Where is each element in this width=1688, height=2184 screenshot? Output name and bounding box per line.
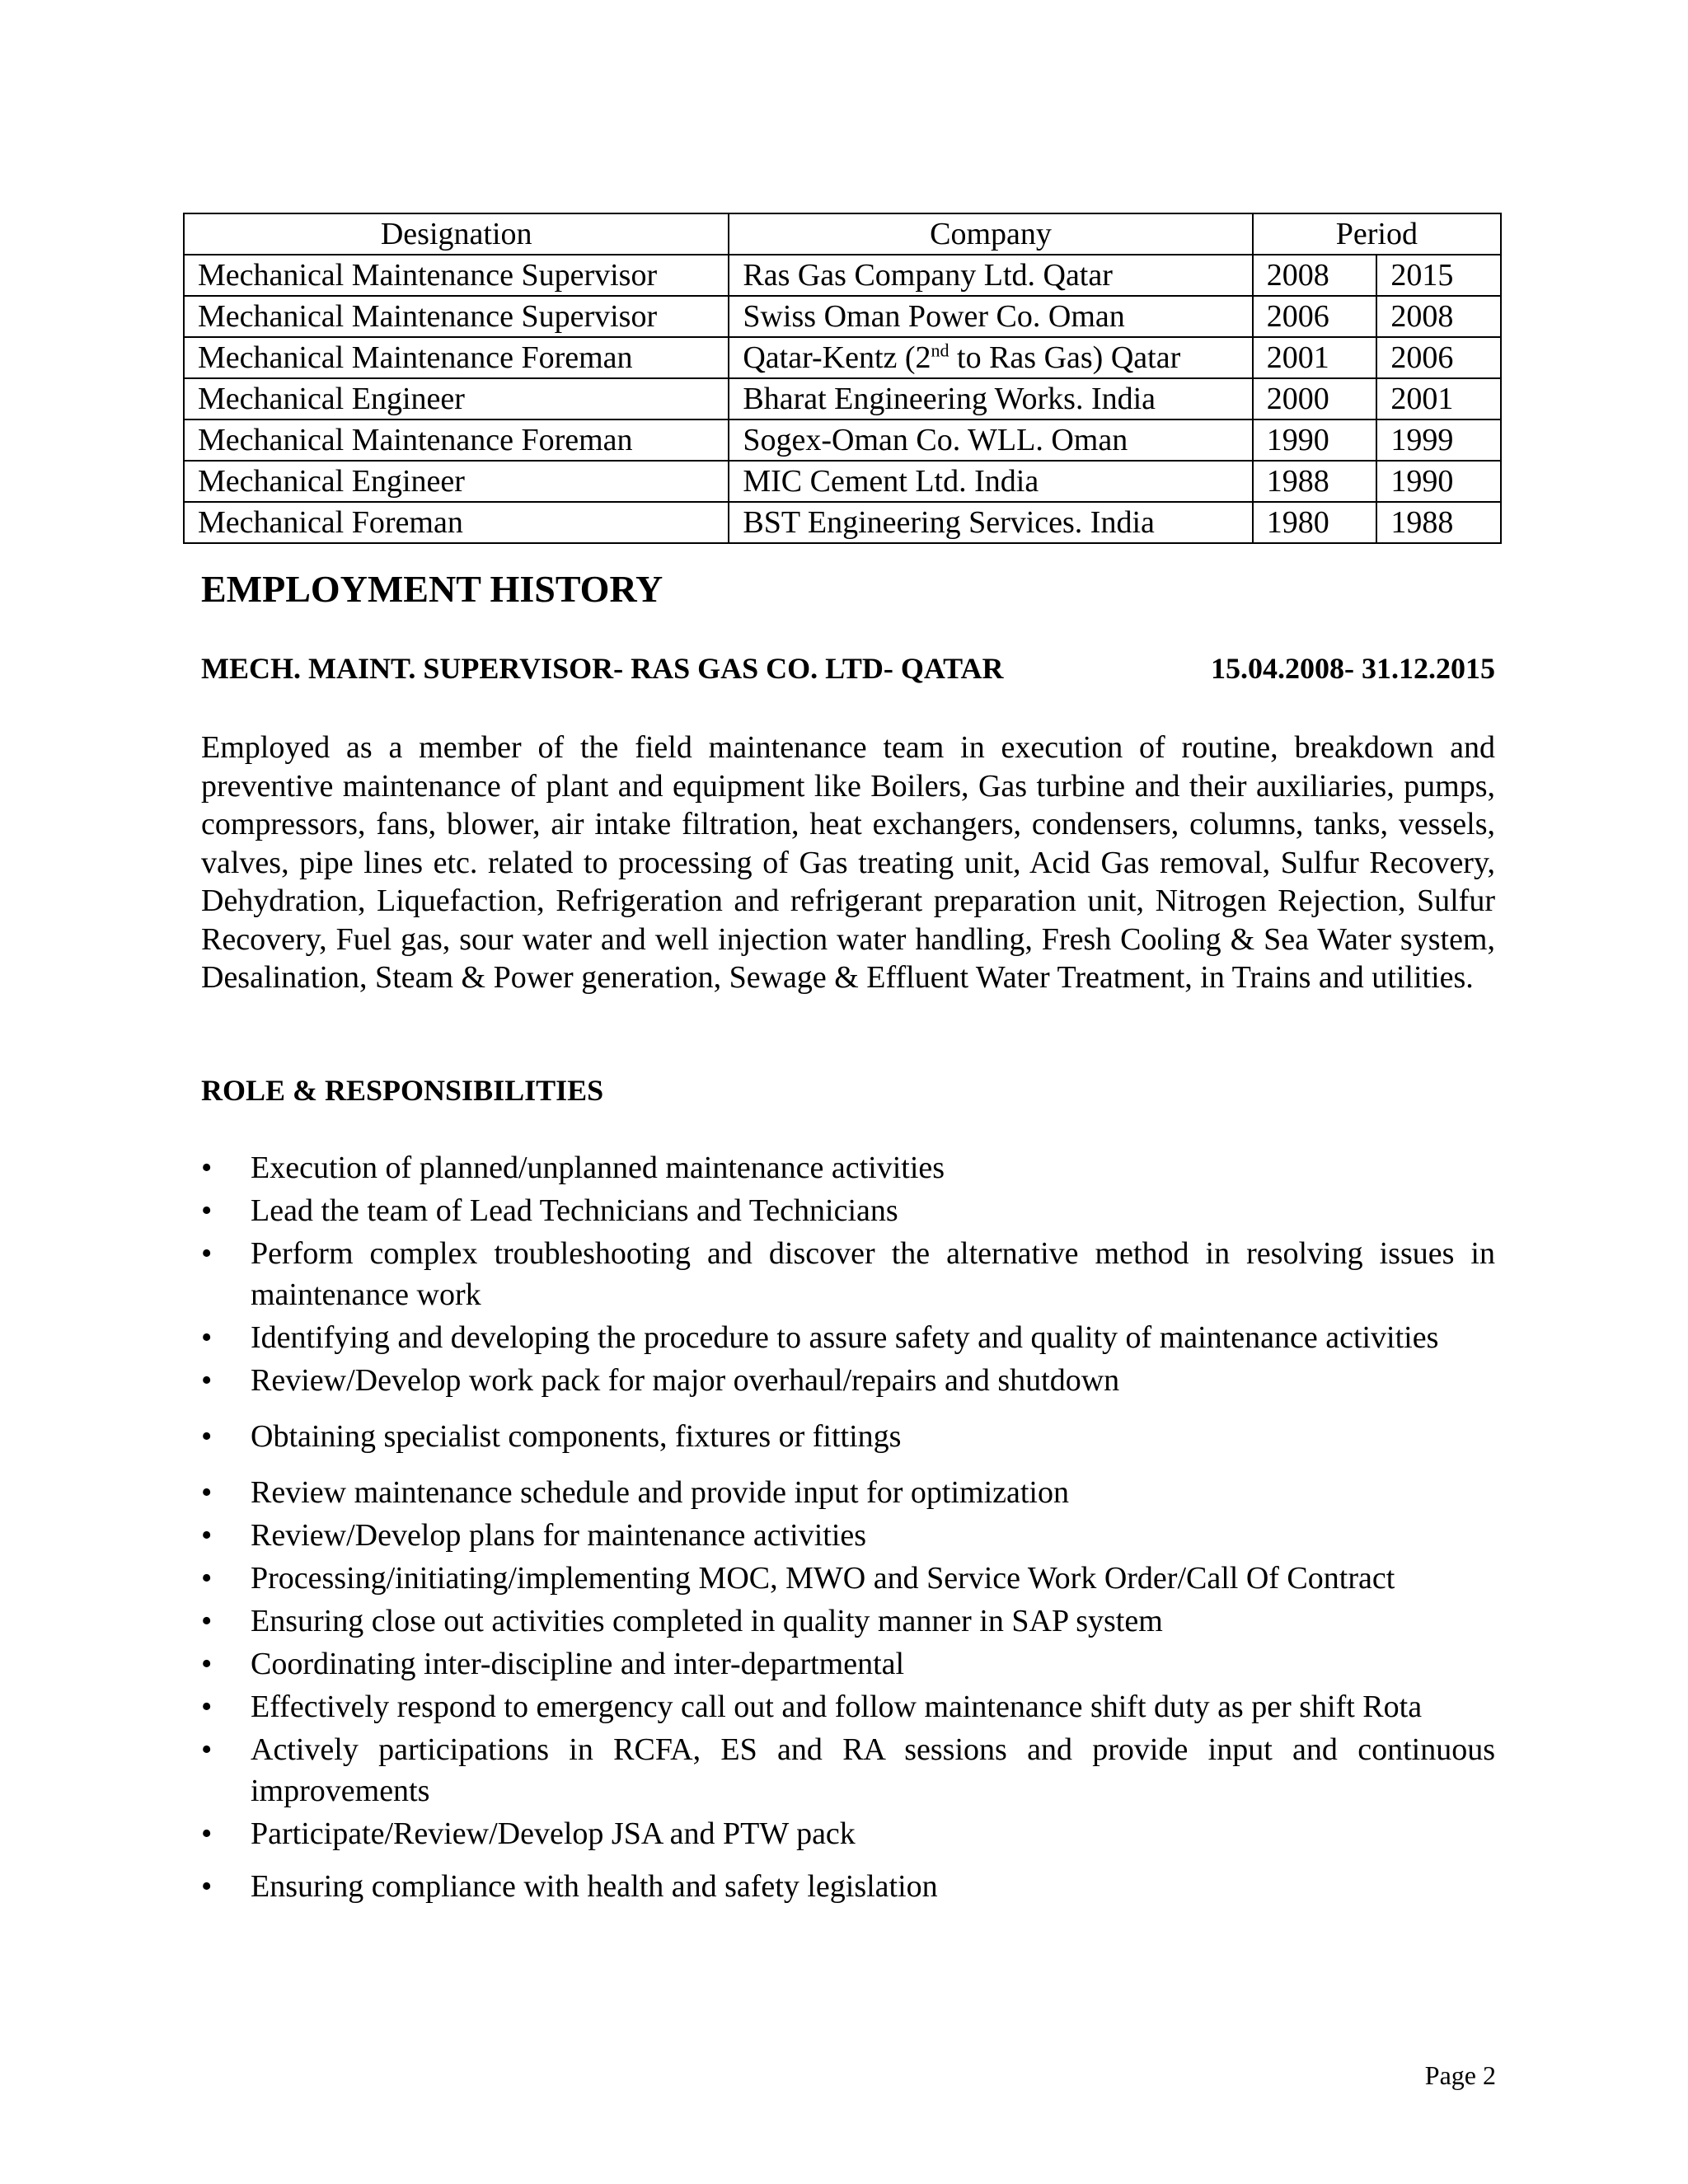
- cell-company: BST Engineering Services. India: [729, 502, 1252, 543]
- job-header: [201, 651, 1495, 686]
- list-item: [201, 1317, 1495, 1358]
- header-period: Period: [1253, 213, 1501, 255]
- list-item: [201, 1190, 1495, 1231]
- job-title: MECH. MAINT. SUPERVISOR- RAS GAS CO. LTD- QATAR: [201, 652, 1004, 685]
- cell-from: 1990: [1253, 419, 1377, 461]
- bullet-icon: •: [201, 1647, 213, 1681]
- list-item-text: Processing/initiating/implementing MOC, MWO and Service Work Order/Call Of Contract: [251, 1561, 1395, 1596]
- bullet-icon: •: [201, 1869, 213, 1904]
- company-superscript: nd: [931, 340, 950, 361]
- list-item-text: Participate/Review/Develop JSA and PTW pack: [251, 1816, 856, 1851]
- header-designation: Designation: [184, 213, 729, 255]
- bullet-icon: •: [201, 1193, 213, 1228]
- cell-designation: Mechanical Foreman: [184, 502, 729, 543]
- bullet-icon: •: [201, 1561, 213, 1596]
- table-row: [184, 296, 1501, 337]
- cell-to: 2015: [1376, 255, 1501, 296]
- section-heading-employment-history: EMPLOYMENT HISTORY: [201, 568, 663, 610]
- cell-to: 1988: [1376, 502, 1501, 543]
- cell-company: Bharat Engineering Works. India: [729, 378, 1252, 419]
- cell-designation: Mechanical Maintenance Supervisor: [184, 296, 729, 337]
- cell-to: 2006: [1376, 337, 1501, 378]
- table-row: [184, 255, 1501, 296]
- list-item-text: Ensuring close out activities completed in quality manner in SAP system: [251, 1604, 1163, 1638]
- list-item-text: Perform complex troubleshooting and discover the alternative method in resolving issues in maintenance work: [251, 1236, 1495, 1312]
- list-item-text: Effectively respond to emergency call out and follow maintenance shift duty as per shift Rota: [251, 1690, 1423, 1724]
- cell-to: 2001: [1376, 378, 1501, 419]
- cell-from: 2000: [1253, 378, 1377, 419]
- table-row: [184, 337, 1501, 378]
- bullet-icon: •: [201, 1151, 213, 1185]
- company-text-post: to Ras Gas) Qatar: [949, 340, 1181, 375]
- cell-from: 2006: [1253, 296, 1377, 337]
- list-item: [201, 1686, 1495, 1727]
- list-item-text: Identifying and developing the procedure to assure safety and quality of maintenance activities: [251, 1320, 1439, 1355]
- list-item: [201, 1416, 1495, 1457]
- cell-designation: Mechanical Engineer: [184, 461, 729, 502]
- bullet-icon: •: [201, 1320, 213, 1355]
- cell-company: Ras Gas Company Ltd. Qatar: [729, 255, 1252, 296]
- cell-from: 1980: [1253, 502, 1377, 543]
- table-row: [184, 378, 1501, 419]
- list-item: [201, 1643, 1495, 1685]
- list-item-text: Lead the team of Lead Technicians and Technicians: [251, 1193, 898, 1228]
- list-item: [201, 1147, 1495, 1188]
- responsibilities-list: [201, 1147, 1495, 1909]
- list-item: [201, 1558, 1495, 1599]
- header-company: Company: [729, 213, 1252, 255]
- cell-company: [729, 337, 1252, 378]
- list-item: [201, 1601, 1495, 1642]
- list-item-text: Execution of planned/unplanned maintenance activities: [251, 1151, 945, 1185]
- list-item-text: Review maintenance schedule and provide input for optimization: [251, 1475, 1069, 1510]
- bullet-icon: •: [201, 1363, 213, 1398]
- list-item: [201, 1233, 1495, 1315]
- table-row: [184, 502, 1501, 543]
- table-header-row: [184, 213, 1501, 255]
- list-item-text: Review/Develop plans for maintenance activities: [251, 1518, 867, 1553]
- job-description: Employed as a member of the field maintenance team in execution of routine, breakdown and preventive maintenance of plant and equipment like Boilers, Gas turbine and their auxiliaries, pumps, compressors, fans, blower, air intake filtration, heat exchangers, condensers, columns, tanks, vessels, valves, pipe lines etc. related to processing of Gas treating unit, Acid Gas removal, Sulfur Recovery, Dehydration, Liquefaction, Refrigeration and refrigerant preparation unit, Nitrogen Rejection, Sulfur Recovery, Fuel gas, sour water and well injection water handling, Fresh Cooling & Sea Water system, Desalination, Steam & Power generation, Sewage & Effluent Water Treatment, in Trains and utilities.: [201, 730, 1495, 995]
- cell-from: 2008: [1253, 255, 1377, 296]
- list-item-text: Actively participations in RCFA, ES and RA sessions and provide input and continuous improvements: [251, 1732, 1495, 1808]
- bullet-icon: •: [201, 1419, 213, 1454]
- list-item-text: Review/Develop work pack for major overhaul/repairs and shutdown: [251, 1363, 1120, 1398]
- list-item: [201, 1729, 1495, 1811]
- bullet-icon: •: [201, 1475, 213, 1510]
- list-item: [201, 1515, 1495, 1556]
- section-heading-responsibilities: ROLE & RESPONSIBILITIES: [201, 1074, 604, 1107]
- page-number: Page 2: [1424, 2060, 1496, 2090]
- cell-company: Swiss Oman Power Co. Oman: [729, 296, 1252, 337]
- cell-company: Sogex-Oman Co. WLL. Oman: [729, 419, 1252, 461]
- cell-company: MIC Cement Ltd. India: [729, 461, 1252, 502]
- bullet-icon: •: [201, 1518, 213, 1553]
- cell-to: 2008: [1376, 296, 1501, 337]
- list-item: [201, 1813, 1495, 1854]
- list-item-text: Coordinating inter-discipline and inter-departmental: [251, 1647, 905, 1681]
- cell-designation: Mechanical Engineer: [184, 378, 729, 419]
- cell-from: 1988: [1253, 461, 1377, 502]
- cell-designation: Mechanical Maintenance Supervisor: [184, 255, 729, 296]
- table-row: [184, 419, 1501, 461]
- bullet-icon: •: [201, 1816, 213, 1851]
- list-item: [201, 1866, 1495, 1907]
- list-item-text: Obtaining specialist components, fixtures or fittings: [251, 1419, 902, 1454]
- employment-summary-table: [183, 213, 1502, 544]
- table-row: [184, 461, 1501, 502]
- cell-from: 2001: [1253, 337, 1377, 378]
- cell-to: 1999: [1376, 419, 1501, 461]
- cell-designation: Mechanical Maintenance Foreman: [184, 337, 729, 378]
- job-dates: 15.04.2008- 31.12.2015: [1211, 652, 1495, 685]
- company-text-pre: Qatar-Kentz (2: [743, 340, 931, 375]
- cell-to: 1990: [1376, 461, 1501, 502]
- list-item: [201, 1472, 1495, 1513]
- cell-designation: Mechanical Maintenance Foreman: [184, 419, 729, 461]
- list-item: [201, 1360, 1495, 1401]
- bullet-icon: •: [201, 1236, 213, 1271]
- bullet-icon: •: [201, 1690, 213, 1724]
- bullet-icon: •: [201, 1604, 213, 1638]
- bullet-icon: •: [201, 1732, 213, 1767]
- list-item-text: Ensuring compliance with health and safety legislation: [251, 1869, 938, 1904]
